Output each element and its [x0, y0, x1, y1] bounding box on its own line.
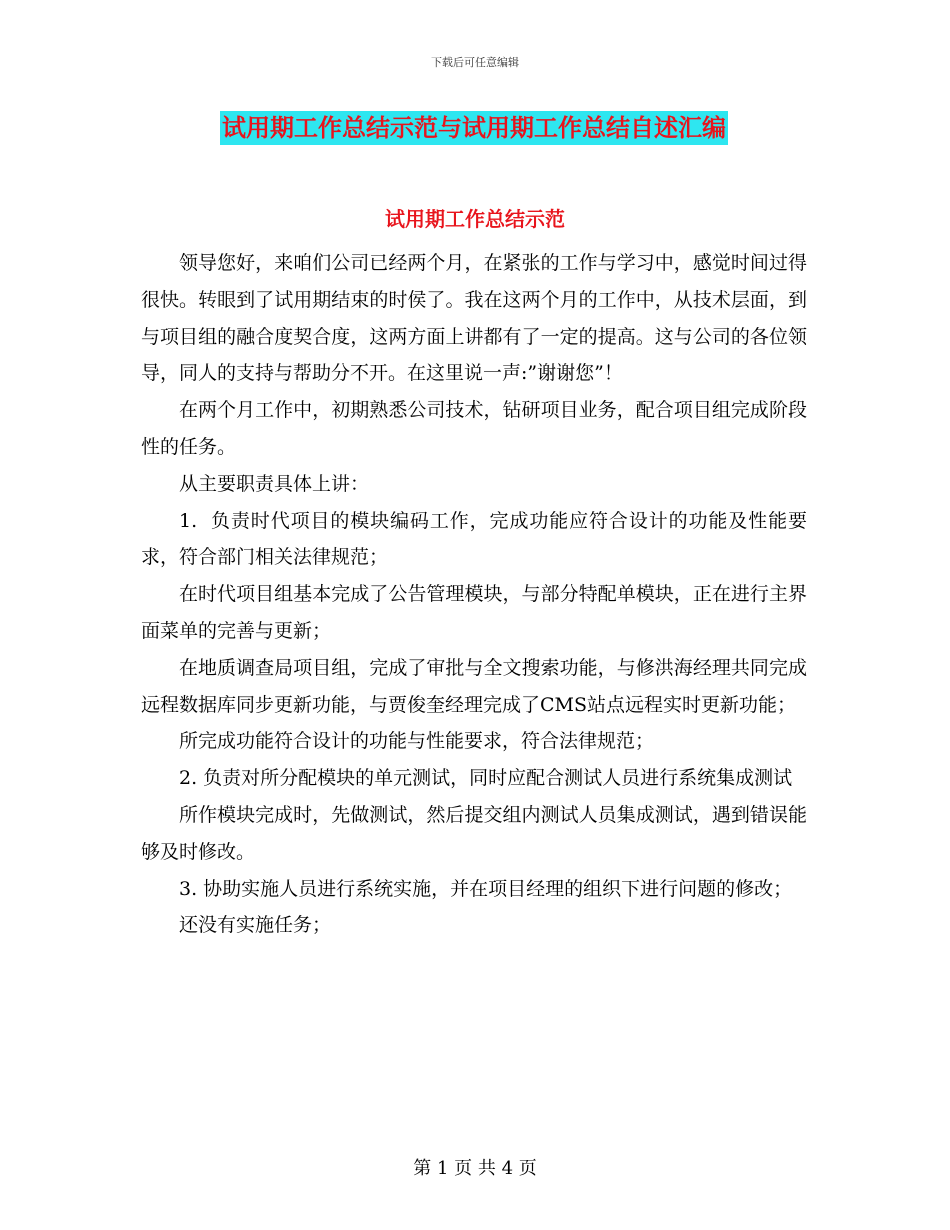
section-title: 试用期工作总结示范: [385, 207, 565, 231]
paragraph: 所作模块完成时，先做测试，然后提交组内测试人员集成测试，遇到错误能够及时修改。: [141, 803, 807, 863]
header-note: 下载后可任意编辑: [431, 56, 519, 69]
paragraph: 所完成功能符合设计的功能与性能要求，符合法律规范；: [179, 730, 655, 753]
paragraph: 2. 负责对所分配模块的单元测试，同时应配合测试人员进行系统集成测试: [179, 767, 793, 790]
paragraph: 在两个月工作中，初期熟悉公司技术，钻研项目业务，配合项目组完成阶段性的任务。: [141, 399, 807, 458]
paragraph: 从主要职责具体上讲：: [179, 472, 370, 495]
body-text: [141, 245, 807, 944]
paragraph: 1. 负责时代项目的模块编码工作，完成功能应符合设计的功能及性能要求，符合部门相关法律规范；: [141, 509, 807, 569]
page-footer: 第 1 页 共 4 页: [413, 1158, 537, 1179]
paragraph: 3. 协助实施人员进行系统实施，并在项目经理的组织下进行问题的修改；: [179, 877, 793, 900]
paragraph: 还没有实施任务；: [179, 914, 332, 937]
paragraph: 在时代项目组基本完成了公告管理模块，与部分特配单模块，正在进行主界面菜单的完善与更新；: [141, 583, 807, 642]
main-title: 试用期工作总结示范与试用期工作总结自述汇编: [220, 111, 728, 145]
paragraph: 领导您好，来咱们公司已经两个月，在紧张的工作与学习中，感觉时间过得很快。转眼到了试用期结束的时侯了。我在这两个月的工作中，从技术层面，到与项目组的融合度契合度，这两方面上讲都有了一定的提高。这与公司的各位领导，同人的支持与帮助分不开。在这里说一声:”谢谢您”！: [141, 252, 807, 385]
paragraph: 在地质调查局项目组，完成了审批与全文搜索功能，与修洪海经理共同完成远程数据库同步更新功能，与贾俊奎经理完成了CMS站点远程实时更新功能；: [141, 656, 807, 716]
